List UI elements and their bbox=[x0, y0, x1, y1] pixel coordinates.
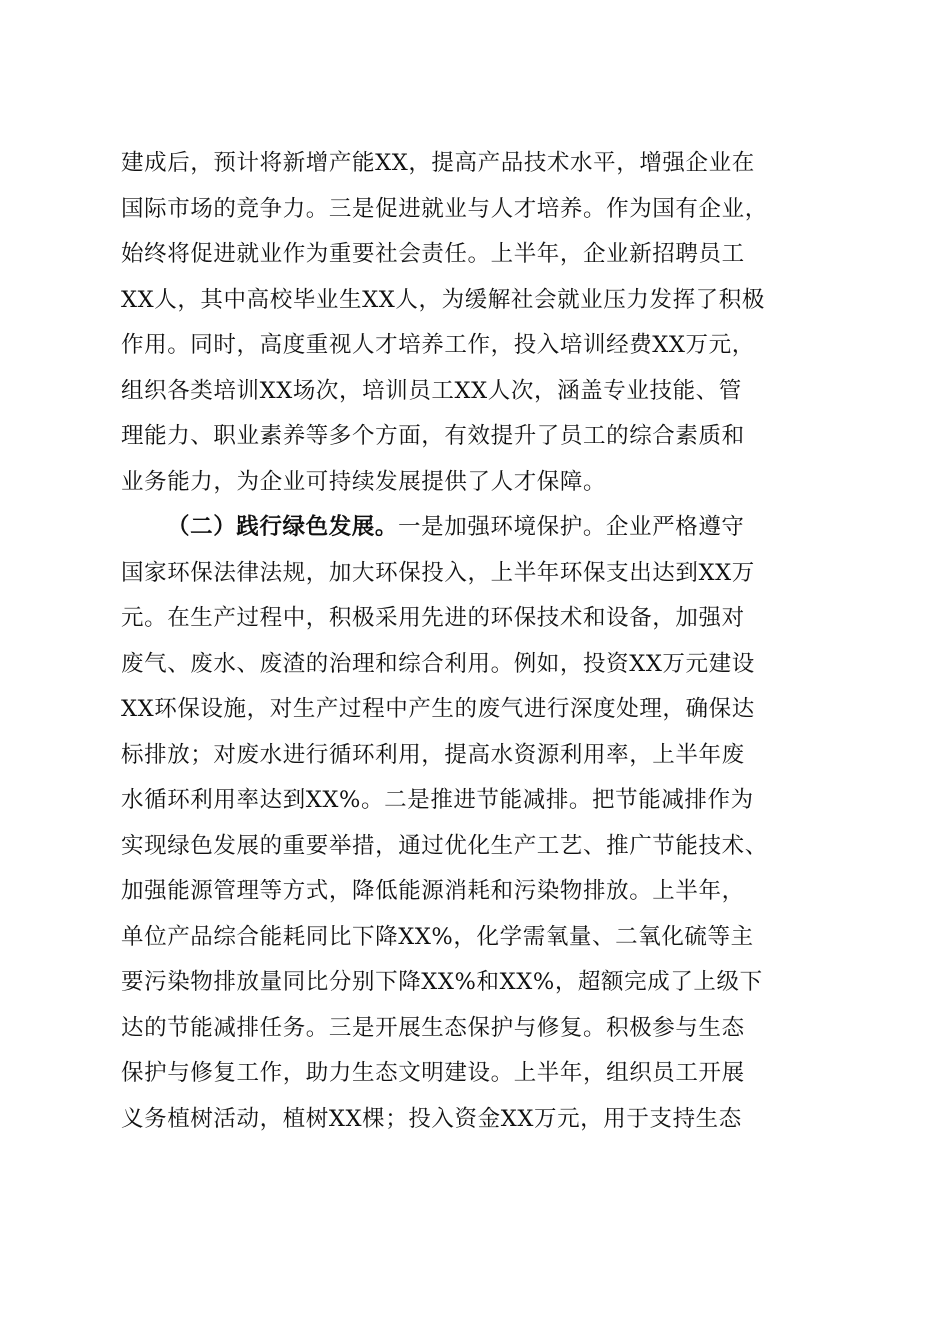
body-line: 义务植树活动，植树XX棵；投入资金XX万元，用于支持生态 bbox=[121, 1105, 742, 1132]
body-line: XX人，其中高校毕业生XX人，为缓解社会就业压力发挥了积极 bbox=[121, 286, 765, 313]
document-body bbox=[121, 141, 841, 1142]
section-2-first-line bbox=[121, 505, 841, 551]
body-line: 元。在生产过程中，积极采用先进的环保技术和设备，加强对 bbox=[121, 605, 745, 631]
body-line: 实现绿色发展的重要举措，通过优化生产工艺、推广节能技术、 bbox=[121, 832, 768, 859]
body-line: 单位产品综合能耗同比下降XX%，化学需氧量、二氧化硫等主 bbox=[121, 923, 754, 950]
body-line: 要污染物排放量同比分别下降XX%和XX%，超额完成了上级下 bbox=[121, 969, 763, 995]
body-line: 业务能力，为企业可持续发展提供了人才保障。 bbox=[121, 468, 607, 495]
body-line: 保护与修复工作，助力生态文明建设。上半年，组织员工开展 bbox=[121, 1060, 745, 1086]
body-line: 国际市场的竞争力。三是促进就业与人才培养。作为国有企业， bbox=[121, 195, 768, 222]
body-line: 建成后，预计将新增产能XX，提高产品技术水平，增强企业在 bbox=[121, 150, 755, 176]
body-line: 达的节能减排任务。三是开展生态保护与修复。积极参与生态 bbox=[121, 1014, 745, 1041]
body-line: 国家环保法律法规，加大环保投入，上半年环保支出达到XX万 bbox=[121, 559, 755, 586]
section-2-first-line-text: 一是加强环境保护。企业严格遵守 bbox=[398, 514, 745, 540]
body-line: 水循环利用率达到XX%。二是推进节能减排。把节能减排作为 bbox=[121, 787, 754, 813]
body-line: 始终将促进就业作为重要社会责任。上半年，企业新招聘员工 bbox=[121, 241, 745, 267]
body-line: 组织各类培训XX场次，培训员工XX人次，涵盖专业技能、管 bbox=[121, 377, 742, 404]
body-line: 理能力、职业素养等多个方面，有效提升了员工的综合素质和 bbox=[121, 423, 745, 449]
section-2-heading: （二）践行绿色发展。 bbox=[167, 514, 399, 540]
body-line: 加强能源管理等方式，降低能源消耗和污染物排放。上半年， bbox=[121, 878, 745, 904]
body-line: 作用。同时，高度重视人才培养工作，投入培训经费XX万元， bbox=[121, 332, 755, 358]
body-line: 废气、废水、废渣的治理和综合利用。例如，投资XX万元建设 bbox=[121, 650, 755, 677]
body-line: XX环保设施，对生产过程中产生的废气进行深度处理，确保达 bbox=[121, 696, 755, 722]
body-line: 标排放；对废水进行循环利用，提高水资源利用率，上半年废 bbox=[121, 741, 745, 768]
